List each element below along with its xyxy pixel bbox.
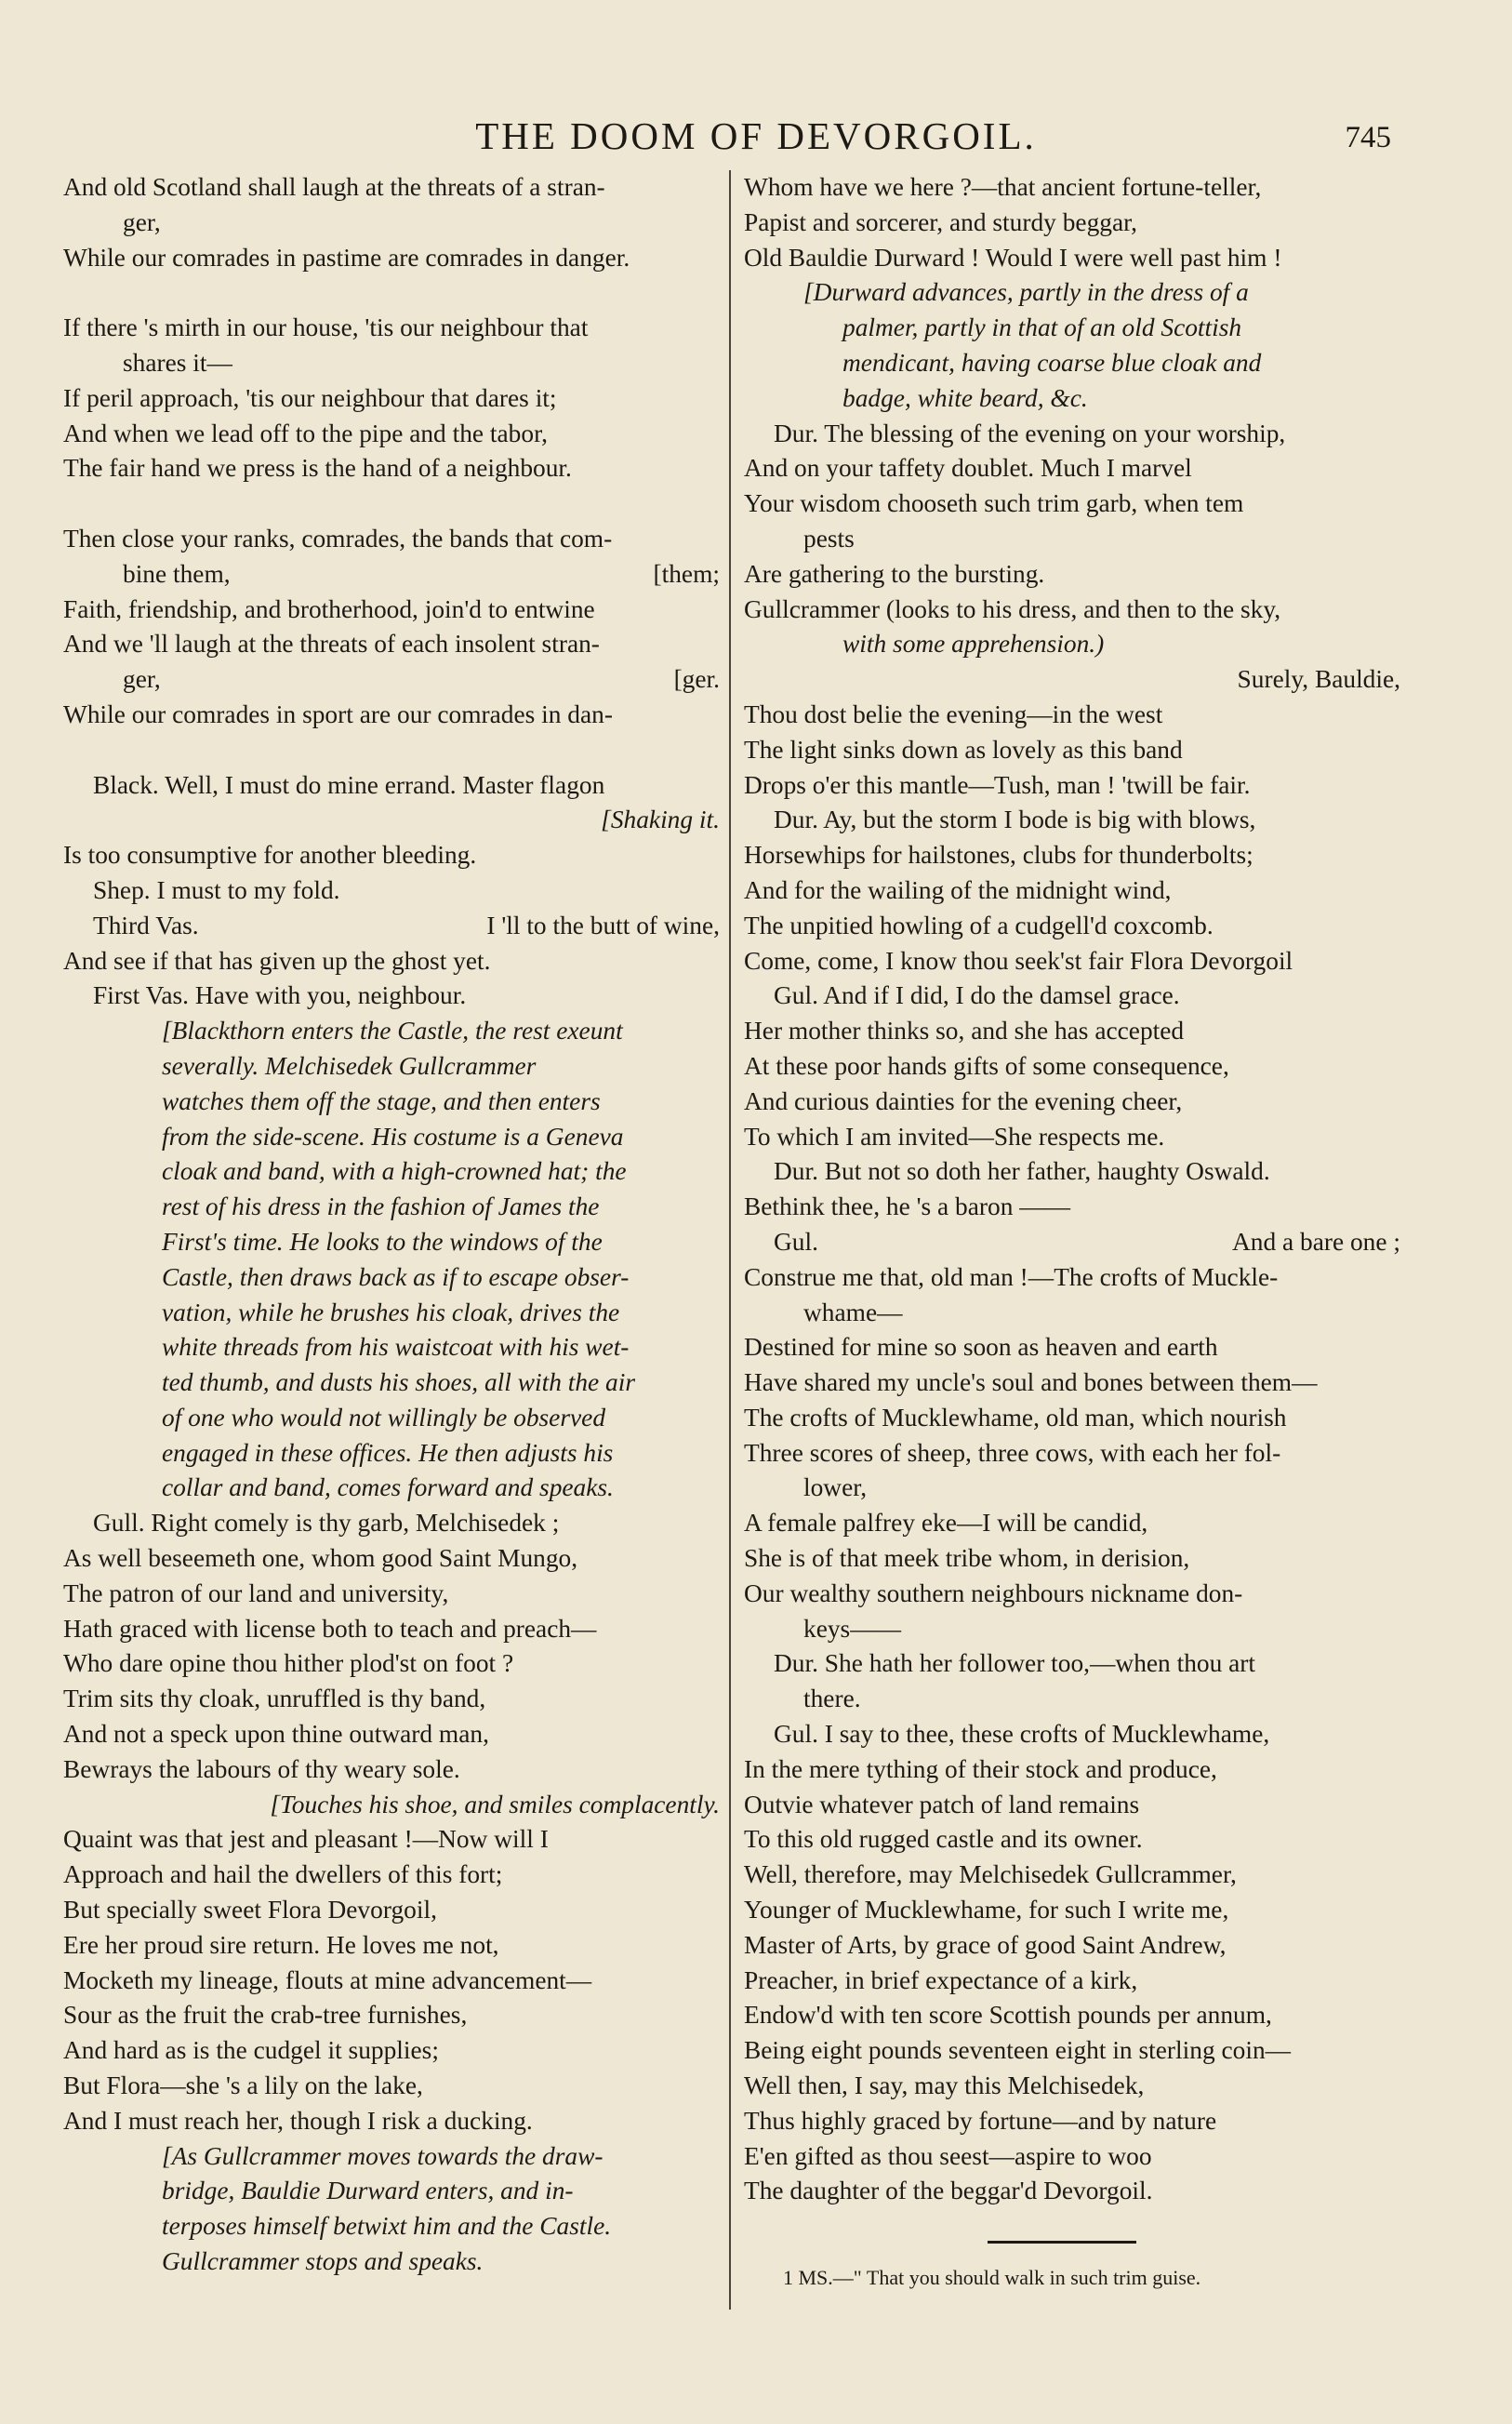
right-column-line: Destined for mine so soon as heaven and earth <box>744 1333 1218 1362</box>
right-column-line: with some apprehension.) <box>842 630 1105 659</box>
right-column-line: palmer, partly in that of an old Scottish <box>842 313 1242 342</box>
left-column-line: Black. Well, I must do mine errand. Master flagon <box>93 770 605 799</box>
left-column-line: Quaint was that jest and pleasant !—Now will I <box>63 1825 549 1854</box>
line-left-part: bine them, <box>123 559 231 588</box>
line-right-part: Surely, Bauldie, <box>1237 665 1400 694</box>
left-column-line: Bewrays the labours of thy weary sole. <box>63 1754 460 1783</box>
left-column-line <box>63 909 720 944</box>
right-column-line: E'en gifted as thou seest—aspire to woo <box>744 2141 1152 2170</box>
right-column-line: Gul. And if I did, I do the damsel grace. <box>774 981 1180 1010</box>
left-column-line: While our comrades in sport are our comrades in dan- <box>63 699 613 728</box>
left-column-line: And see if that has given up the ghost yet. <box>63 946 491 975</box>
left-column-line: And old Scotland shall laugh at the threats of a stran- <box>63 173 605 201</box>
right-column-line <box>744 662 1400 698</box>
right-column-line: The crofts of Mucklewhame, old man, which nourish <box>744 1403 1287 1432</box>
right-column-line: Gullcrammer (looks to his dress, and then to the sky, <box>744 594 1281 623</box>
left-column-line <box>63 733 720 768</box>
right-column-line: And for the wailing of the midnight wind, <box>744 875 1172 904</box>
left-column-line: ted thumb, and dusts his shoes, all with the air <box>162 1368 636 1397</box>
left-column-line: Ere her proud sire return. He loves me not, <box>63 1930 499 1959</box>
left-column-line <box>63 662 720 698</box>
right-column-line: Dur. She hath her follower too,—when thou art <box>774 1649 1256 1678</box>
right-column-line: The unpitied howling of a cudgell'd coxcomb. <box>744 911 1214 939</box>
left-column-line: cloak and band, with a high-crowned hat; the <box>162 1157 627 1186</box>
right-column-line: To this old rugged castle and its owner. <box>744 1825 1143 1854</box>
left-column-line: terposes himself betwixt him and the Castle. <box>162 2212 612 2241</box>
right-column-line: Dur. The blessing of the evening on your worship, <box>774 419 1286 447</box>
left-column-line: from the side-scene. His costume is a Geneva <box>162 1122 624 1151</box>
left-column-line: watches them off the stage, and then enters <box>162 1086 601 1115</box>
right-column-line: In the mere tything of their stock and produce, <box>744 1754 1217 1783</box>
right-column-line: At these poor hands gifts of some consequence, <box>744 1051 1229 1080</box>
left-column-line: If there 's mirth in our house, 'tis our neighbour that <box>63 313 589 342</box>
right-column-line: And curious dainties for the evening cheer, <box>744 1086 1183 1115</box>
right-column-line: The daughter of the beggar'd Devorgoil. <box>744 2177 1153 2205</box>
left-column-line: bridge, Bauldie Durward enters, and in- <box>162 2177 574 2205</box>
left-column-line <box>63 1788 720 1823</box>
right-column-line: She is of that meek tribe whom, in derision, <box>744 1544 1190 1573</box>
right-column-line: Younger of Mucklewhame, for such I write me, <box>744 1896 1229 1925</box>
left-column-line: But specially sweet Flora Devorgoil, <box>63 1896 437 1925</box>
right-column-line: A female palfrey eke—I will be candid, <box>744 1509 1148 1538</box>
left-column-line: engaged in these offices. He then adjusts his <box>162 1438 614 1467</box>
right-column-line: Have shared my uncle's soul and bones between them— <box>744 1368 1318 1397</box>
left-column-line: Castle, then draws back as if to escape obser- <box>162 1262 630 1291</box>
right-column-line: Her mother thinks so, and she has accepted <box>744 1017 1185 1046</box>
right-column-line: lower, <box>803 1473 868 1502</box>
left-column-line <box>63 486 720 522</box>
right-column-line: Your wisdom chooseth such trim garb, when tem <box>744 489 1244 518</box>
left-column-line <box>63 803 720 838</box>
right-column-line: Being eight pounds seventeen eight in sterling coin— <box>744 2036 1292 2065</box>
right-column-line: The light sinks down as lovely as this band <box>744 735 1183 764</box>
line-right-part: I 'll to the butt of wine, <box>486 911 720 939</box>
left-column-line: [As Gullcrammer moves towards the draw- <box>162 2141 603 2170</box>
left-column-line: white threads from his waistcoat with his wet- <box>162 1333 630 1362</box>
left-column-line: Faith, friendship, and brotherhood, join'd to entwine <box>63 594 595 623</box>
left-column-line: severally. Melchisedek Gullcrammer <box>162 1051 537 1080</box>
line-left-part: ger, <box>123 665 161 694</box>
line-right-part: [them; <box>653 559 720 588</box>
left-column-line: Gull. Right comely is thy garb, Melchisedek ; <box>93 1509 560 1538</box>
right-column-line: And on your taffety doublet. Much I marvel <box>744 454 1192 483</box>
right-column-line: Construe me that, old man !—The crofts of Muckle- <box>744 1262 1279 1291</box>
right-column-line: To which I am invited—She respects me. <box>744 1122 1165 1151</box>
left-column-line: First Vas. Have with you, neighbour. <box>93 981 467 1010</box>
right-column-line: Well then, I say, may this Melchisedek, <box>744 2071 1145 2100</box>
left-column-line: And hard as is the cudgel it supplies; <box>63 2036 439 2065</box>
left-column-line: First's time. He looks to the windows of the <box>162 1227 603 1256</box>
left-column-line: Hath graced with license both to teach and preach— <box>63 1614 597 1643</box>
right-column-line: pests <box>803 524 855 553</box>
left-column-line: of one who would not willingly be observed <box>162 1403 606 1432</box>
footnote: 1 MS.—" That you should walk in such trim guise. <box>783 2266 1201 2290</box>
right-column-line: badge, white beard, &c. <box>842 383 1088 412</box>
right-column-line: Are gathering to the bursting. <box>744 559 1045 588</box>
left-column-line: collar and band, comes forward and speaks. <box>162 1473 614 1502</box>
left-column-line: rest of his dress in the fashion of James the <box>162 1192 600 1221</box>
left-column-line: ger, <box>123 207 161 236</box>
left-column-line: And not a speck upon thine outward man, <box>63 1720 489 1749</box>
footnote-rule <box>988 2241 1136 2244</box>
right-column-line: mendicant, having coarse blue cloak and <box>842 348 1262 377</box>
right-column-line: Old Bauldie Durward ! Would I were well past him ! <box>744 243 1282 272</box>
left-column-line <box>63 275 720 311</box>
right-column-line: Whom have we here ?—that ancient fortune-teller, <box>744 173 1262 201</box>
left-column-line: Then close your ranks, comrades, the bands that com- <box>63 524 613 553</box>
running-head <box>0 108 1512 164</box>
left-column-line: And we 'll laugh at the threats of each insolent stran- <box>63 630 600 659</box>
left-column-line: And I must reach her, though I risk a ducking. <box>63 2106 533 2135</box>
left-column-line: Who dare opine thou hither plod'st on foot ? <box>63 1649 514 1678</box>
left-column-line: [Blackthorn enters the Castle, the rest exeunt <box>162 1017 623 1046</box>
left-column <box>63 170 720 2280</box>
left-column-line: While our comrades in pastime are comrades in danger. <box>63 243 630 272</box>
right-column-line: Our wealthy southern neighbours nickname don- <box>744 1578 1243 1607</box>
right-column-line: Horsewhips for hailstones, clubs for thunderbolts; <box>744 841 1253 870</box>
page-number: 745 <box>1345 121 1391 154</box>
right-column-line: whame— <box>803 1298 903 1326</box>
left-column-line: Shep. I must to my fold. <box>93 875 340 904</box>
right-column <box>744 170 1400 2292</box>
right-column-line: [Durward advances, partly in the dress of a <box>803 278 1249 307</box>
left-column-line: But Flora—she 's a lily on the lake, <box>63 2071 423 2100</box>
right-column-line: Three scores of sheep, three cows, with each her fol- <box>744 1438 1281 1467</box>
left-column-line: Is too consumptive for another bleeding. <box>63 841 477 870</box>
right-column-line: Thus highly graced by fortune—and by nature <box>744 2106 1217 2135</box>
left-column-line: If peril approach, 'tis our neighbour that dares it; <box>63 383 557 412</box>
right-column-line <box>744 1225 1400 1260</box>
left-column-line: As well beseemeth one, whom good Saint Mungo, <box>63 1544 578 1573</box>
running-title: THE DOOM OF DEVORGOIL. <box>475 114 1037 157</box>
left-column-line: Mocketh my lineage, flouts at mine advancement— <box>63 1965 592 1994</box>
left-column-line: The patron of our land and university, <box>63 1578 449 1607</box>
right-column-line: Master of Arts, by grace of good Saint Andrew, <box>744 1930 1227 1959</box>
right-column-line: Outvie whatever patch of land remains <box>744 1790 1140 1818</box>
left-column-line: vation, while he brushes his cloak, drives the <box>162 1298 620 1326</box>
right-column-line: Papist and sorcerer, and sturdy beggar, <box>744 207 1137 236</box>
left-column-line: shares it— <box>123 348 232 377</box>
right-column-line: Endow'd with ten score Scottish pounds per annum, <box>744 2001 1272 2030</box>
left-column-line: The fair hand we press is the hand of a neighbour. <box>63 454 572 483</box>
line-right-part: And a bare one ; <box>1231 1227 1400 1256</box>
right-column-line: keys—— <box>803 1614 901 1643</box>
line-left-part: Third Vas. <box>93 911 199 939</box>
column-divider <box>729 170 731 2310</box>
line-right-part: [Touches his shoe, and smiles complacently. <box>270 1790 720 1818</box>
right-column-line: Well, therefore, may Melchisedek Gullcrammer, <box>744 1860 1237 1889</box>
right-column-line: Bethink thee, he 's a baron —— <box>744 1192 1071 1221</box>
right-column-line: there. <box>803 1685 861 1713</box>
right-column-line: Gul. I say to thee, these crofts of Mucklewhame, <box>774 1720 1270 1749</box>
left-column-line: And when we lead off to the pipe and the tabor, <box>63 419 548 447</box>
right-column-line: Come, come, I know thou seek'st fair Flora Devorgoil <box>744 946 1293 975</box>
line-right-part: [Shaking it. <box>601 806 720 834</box>
left-column-line: Trim sits thy cloak, unruffled is thy band, <box>63 1685 486 1713</box>
right-column-line: Preacher, in brief expectance of a kirk, <box>744 1965 1138 1994</box>
right-column-line: Drops o'er this mantle—Tush, man ! 'twill be fair. <box>744 770 1251 799</box>
right-column-line: Dur. Ay, but the storm I bode is big with blows, <box>774 806 1256 834</box>
line-left-part: Gul. <box>774 1227 818 1256</box>
right-column-line: Thou dost belie the evening—in the west <box>744 699 1163 728</box>
left-column-line: Gullcrammer stops and speaks. <box>162 2247 484 2276</box>
left-column-line: Sour as the fruit the crab-tree furnishes, <box>63 2001 468 2030</box>
left-column-line: Approach and hail the dwellers of this fort; <box>63 1860 503 1889</box>
left-column-line <box>63 557 720 593</box>
right-column-line: Dur. But not so doth her father, haughty Oswald. <box>774 1157 1270 1186</box>
line-right-part: [ger. <box>673 665 720 694</box>
